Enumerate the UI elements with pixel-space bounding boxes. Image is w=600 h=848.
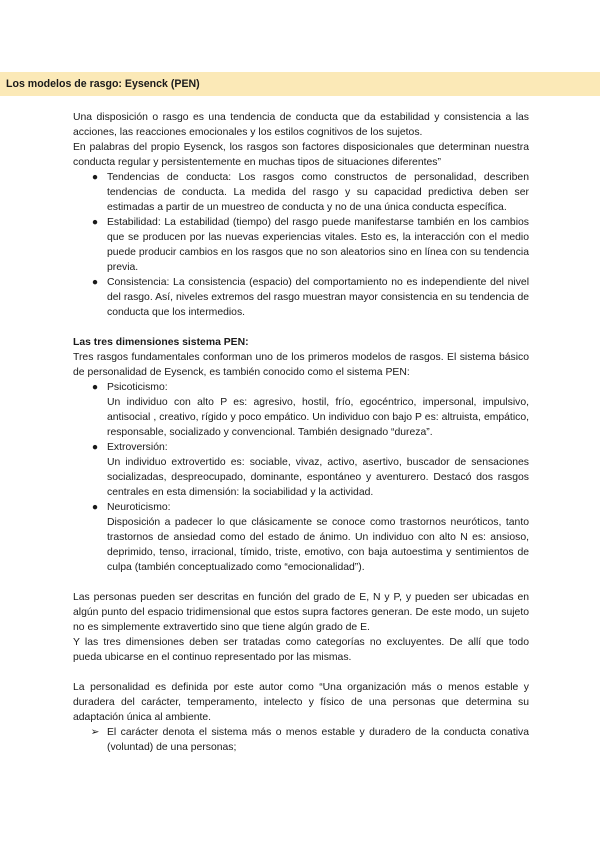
bullet-icon: ● [91, 172, 99, 183]
dimension-text: Un individuo extrovertido es: sociable, vivaz, activo, asertivo, buscador de sensaciones socializadas, despreocupado, dominante, espontáneo y aventurero. Destacó dos rasgos centrales en esta dimensión: la sociabilidad y la actividad. [107, 457, 529, 498]
list-item: ● Estabilidad: La estabilidad (tiempo) del rasgo puede manifestarse también en los cambios que se producen por las nuevas experiencias vitales. Esto es, la interacción con el medio puede producir cambios en los rasgos que no son aleatorios sino en línea con su tendencia previa. [91, 217, 529, 273]
list-item [73, 500, 529, 575]
bullet-icon: ● [91, 382, 99, 393]
dimension-label: Psicoticismo: [107, 382, 168, 393]
pen-dimension-list [73, 380, 529, 575]
personality-arrow-list [73, 725, 529, 755]
arrow-bullet-icon: ➢ [90, 727, 100, 738]
dimension-text: Disposición a padecer lo que clásicamente se conoce como trastornos neuróticos, tanto trastornos de ansiedad como del estado de ánimo. Un individuo con alto N es: ansioso, deprimido, tenso, irracional, tímido, triste, emotivo, con baja autoestima y sentimientos de culpa (también conceptualizado como “emocionalidad”). [107, 517, 529, 573]
document-body [73, 110, 529, 755]
section-heading-bar [0, 72, 600, 96]
people-paragraph-2: Y las tres dimensiones deben ser tratadas como categorías no excluyentes. De allí que todo pueda ubicarse en el continuo representado por las mismas. [73, 637, 529, 663]
bullet-icon: ● [91, 502, 99, 513]
list-item [73, 440, 529, 500]
dimension-label: Neuroticismo: [107, 502, 171, 513]
personality-paragraph: La personalidad es definida por este autor como “Una organización más o menos estable y duradera del carácter, temperamento, intelecto y físico de una personas que determina su adaptación única al ambiente. [73, 682, 529, 723]
people-paragraph-1: Las personas pueden ser descritas en función del grado de E, N y P, y pueden ser ubicadas en algún punto del espacio tridimensional que estos supra factores generan. De este modo, un sujeto no es simplemente extravertido sino que tiene algún grado de E. [73, 592, 529, 633]
dimension-label: Extroversión: [107, 442, 168, 453]
bullet-icon: ● [91, 277, 99, 288]
list-item: ● Tendencias de conducta: Los rasgos como constructos de personalidad, describen tendencias de conducta. La medida del rasgo y su capacidad predictiva deben ser estimadas a partir de un muestreo de conducta y no de una única conducta específica. [91, 172, 529, 213]
intro-bullet-list [73, 170, 529, 320]
dimension-text: Un individuo con alto P es: agresivo, hostil, frío, egocéntrico, impersonal, impulsivo, antisocial , creativo, rígido y poco empático. Un individuo con bajo P es: altruista, empático, responsable, socializado y convencional. También designado “dureza”. [107, 397, 529, 438]
intro-paragraph-1: Una disposición o rasgo es una tendencia de conducta que da estabilidad y consistencia a las acciones, las reacciones emocionales y los estilos cognitivos de los sujetos. [73, 112, 529, 138]
intro-paragraph-2: En palabras del propio Eysenck, los rasgos son factores disposicionales que determinan nuestra conducta regular y persistentemente en muchas tipos de situaciones diferentes” [73, 142, 529, 168]
list-item: ● Consistencia: La consistencia (espacio) del comportamiento no es independiente del nivel del rasgo. Así, niveles extremos del rasgo muestran mayor consistencia en su tendencia de conducta que los intermedios. [91, 277, 529, 318]
bullet-icon: ● [91, 442, 99, 453]
list-item: ➢ El carácter denota el sistema más o menos estable y duradero de la conducta conativa (voluntad) de una personas; [90, 727, 529, 753]
pen-intro-paragraph: Tres rasgos fundamentales conforman uno de los primeros modelos de rasgos. El sistema básico de personalidad de Eysenck, es también conocido como el sistema PEN: [73, 352, 529, 378]
list-item [73, 380, 529, 440]
bullet-icon: ● [91, 217, 99, 228]
section-heading: Los modelos de rasgo: Eysenck (PEN) [6, 78, 200, 90]
pen-section-title: Las tres dimensiones sistema PEN: [73, 337, 249, 348]
